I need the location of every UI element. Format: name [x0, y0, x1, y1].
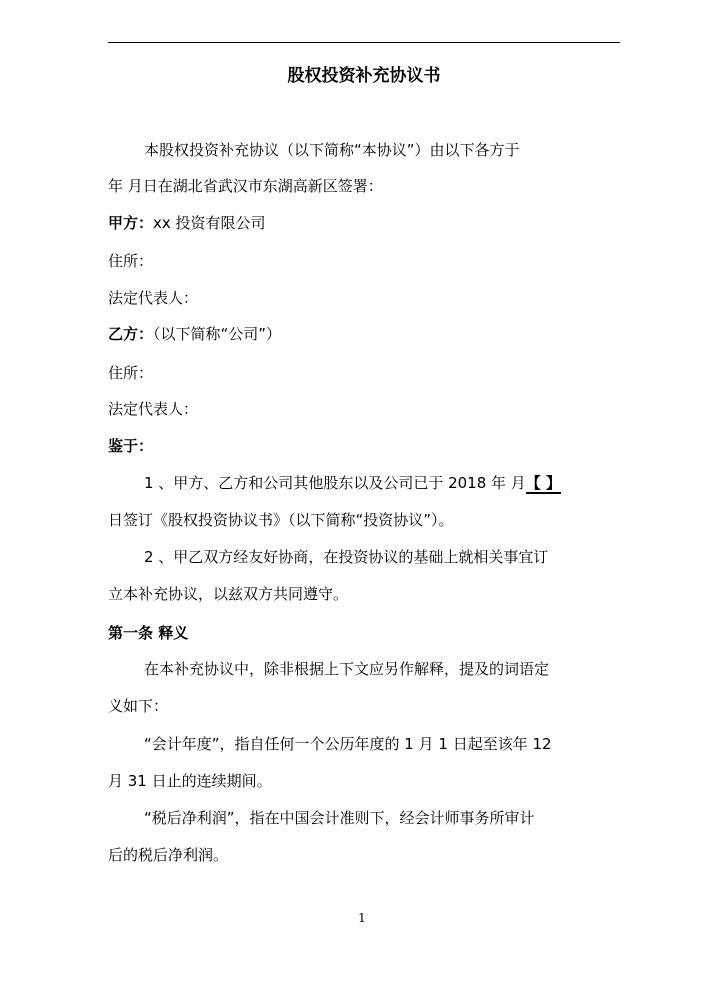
- party-b-name: （以下简称“公司”）: [153, 325, 282, 343]
- intro-line-2: 年 月日在湖北省武汉市东湖高新区签署：: [108, 177, 383, 195]
- article-1-paragraph-line-1: 在本补充协议中，除非根据上下文应另作解释，提及的词语定: [144, 660, 550, 678]
- header-rule: [108, 42, 620, 43]
- article-1-paragraph-line-2: 义如下：: [108, 697, 169, 715]
- whereas-item-1-text: 1 、甲方、乙方和公司其他股东以及公司已于 2018 年 月: [144, 474, 526, 492]
- definition-fiscal-year-line-2: 月 31 日止的连续期间。: [108, 772, 272, 790]
- definition-fiscal-year-line-1: “会计年度”，指自任何一个公历年度的 1 月 1 日起至该年 12: [144, 735, 552, 753]
- party-b-address: 住所：: [108, 364, 154, 382]
- party-a-name: xx 投资有限公司: [153, 214, 266, 232]
- whereas-item-1-line-2: 日签订《股权投资协议书》（以下简称“投资协议”）。: [108, 511, 454, 529]
- party-a-address: 住所：: [108, 252, 154, 270]
- party-a-label: 甲方：: [108, 214, 154, 232]
- party-b-line: [108, 323, 281, 345]
- definition-net-profit-line-1: “税后净利润”，指在中国会计准则下，经会计师事务所审计: [144, 809, 535, 827]
- article-1-heading: 第一条 释义: [108, 624, 189, 642]
- party-a-line: [108, 212, 266, 234]
- party-b-representative: 法定代表人：: [108, 400, 199, 418]
- whereas-item-2-line-1: 2 、甲乙双方经友好协商，在投资协议的基础上就相关事宜订: [144, 548, 549, 566]
- party-a-representative: 法定代表人：: [108, 289, 199, 307]
- party-b-label: 乙方：: [108, 325, 154, 343]
- whereas-item-2-line-2: 立本补充协议，以兹双方共同遵守。: [108, 585, 349, 603]
- whereas-heading: 鉴于：: [108, 437, 154, 455]
- definition-net-profit-line-2: 后的税后净利润。: [108, 846, 229, 864]
- document-title: 股权投资补充协议书: [287, 66, 441, 86]
- whereas-item-1-line-1: [144, 472, 561, 494]
- page-number: 1: [358, 911, 366, 925]
- blank-day-bracket: 【 】: [525, 474, 562, 492]
- intro-line-1: 本股权投资补充协议（以下简称“本协议”）由以下各方于: [144, 141, 520, 159]
